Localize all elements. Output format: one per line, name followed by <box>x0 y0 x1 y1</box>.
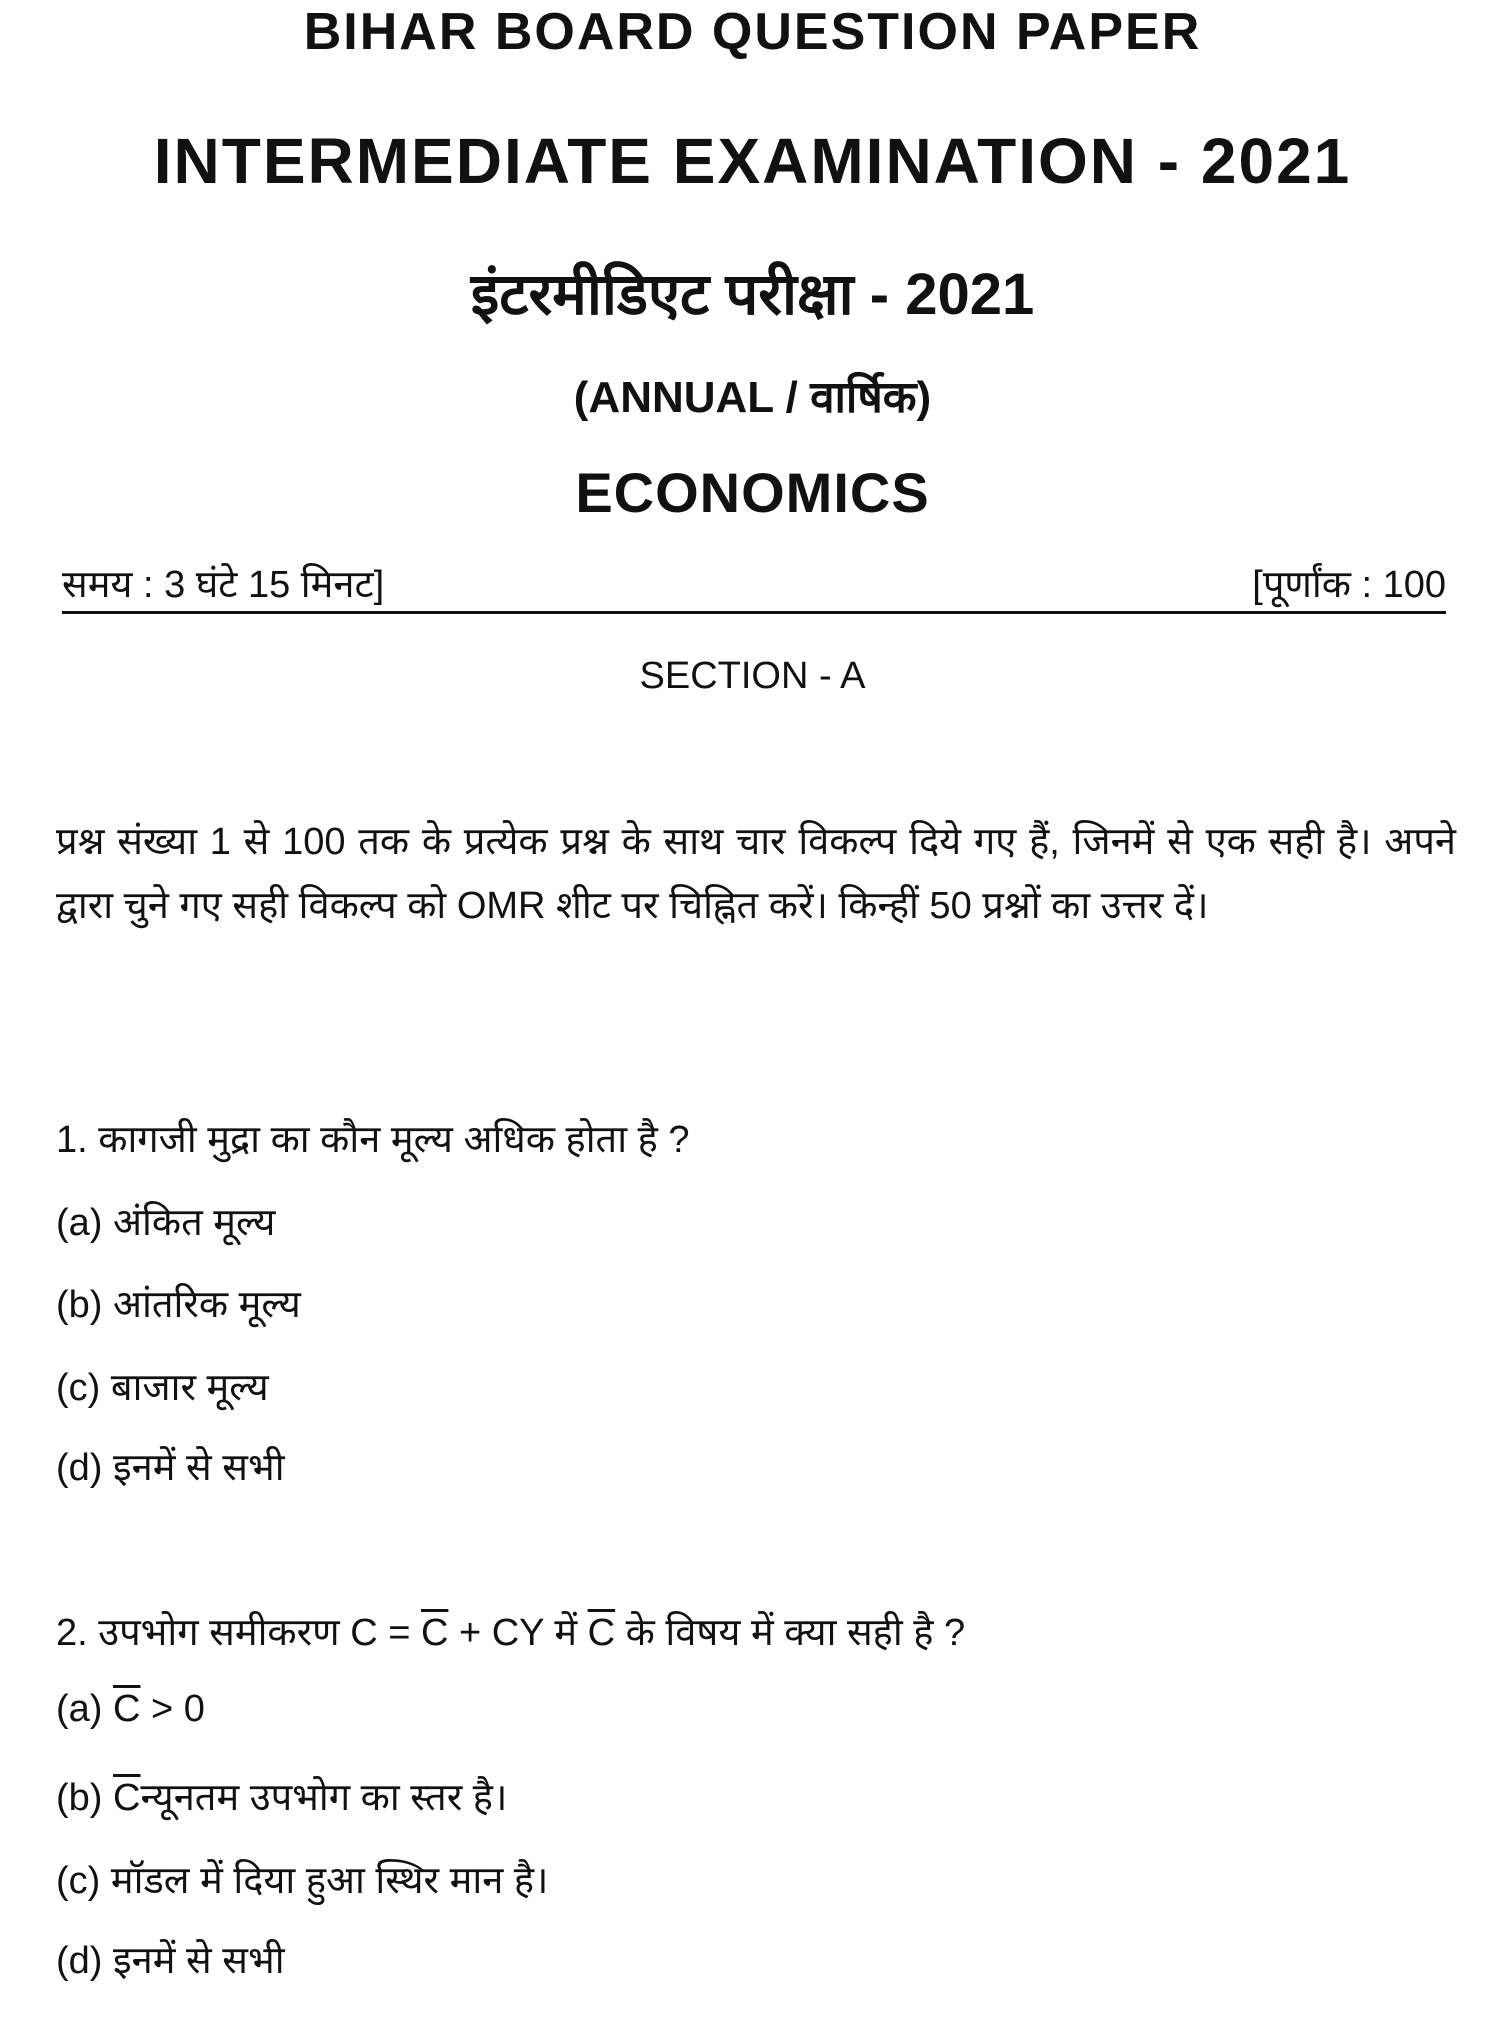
time-allowed: समय : 3 घंटे 15 मिनट] <box>62 564 385 606</box>
question-text-before: उपभोग समीकरण C = <box>98 1612 421 1654</box>
exam-title-english: INTERMEDIATE EXAMINATION - 2021 <box>153 125 1352 197</box>
option-text: न्यूनतम उपभोग का स्तर है। <box>140 1777 508 1819</box>
c-bar-symbol: $\overline{C}$ <box>113 1688 141 1730</box>
question-1-option-c <box>56 1360 269 1412</box>
option-text: इनमें से सभी <box>113 1447 285 1489</box>
question-2-option-d <box>56 1933 285 1985</box>
option-text: > 0 <box>140 1688 205 1730</box>
instructions: प्रश्न संख्या 1 से 100 तक के प्रत्येक प्रश्न के साथ चार विकल्प दिये गए हैं, जिनमें से एक सही है। अपने द्वारा चुने गए सही विकल्प को OMR शीट पर चिह्नित करें। किन्हीं 50 प्रश्नों का उत्तर दें। <box>56 821 1456 927</box>
c-bar-symbol: $\overline{C}$ <box>420 1612 449 1654</box>
option-text: इनमें से सभी <box>113 1940 285 1982</box>
question-1 <box>56 1112 689 1164</box>
question-number: 2. <box>56 1612 88 1654</box>
question-text: कागजी मुद्रा का कौन मूल्य अधिक होता है ? <box>98 1119 690 1161</box>
question-text-middle: + CY में <box>448 1612 588 1654</box>
question-2 <box>56 1605 965 1657</box>
question-number: 1. <box>56 1119 88 1161</box>
c-bar-symbol: $\overline{C}$ <box>113 1777 141 1819</box>
option-label: (c) <box>56 1367 101 1409</box>
option-label: (a) <box>56 1688 103 1730</box>
question-1-option-d <box>56 1440 285 1492</box>
c-bar-symbol: $\overline{C}$ <box>587 1612 616 1654</box>
exam-title-hindi: इंटरमीडिएट परीक्षा - 2021 <box>470 262 1035 327</box>
section-title: SECTION - A <box>639 655 866 697</box>
option-label: (a) <box>56 1202 103 1244</box>
question-2-option-b <box>56 1770 507 1822</box>
subject-title: ECONOMICS <box>575 461 930 524</box>
question-1-option-b <box>56 1277 301 1329</box>
full-marks: [पूर्णांक : 100 <box>1252 564 1446 606</box>
question-1-option-a <box>56 1195 275 1247</box>
option-text: आंतरिक मूल्य <box>113 1284 301 1326</box>
option-text: मॉडल में दिया हुआ स्थिर मान है। <box>110 1860 549 1902</box>
question-text-after: के विषय में क्या सही है ? <box>615 1612 966 1654</box>
option-label: (c) <box>56 1860 101 1902</box>
exam-type: (ANNUAL / वार्षिक) <box>573 373 932 422</box>
question-2-option-a <box>56 1688 205 1731</box>
board-title: BIHAR BOARD QUESTION PAPER <box>303 3 1202 61</box>
option-label: (d) <box>56 1447 103 1489</box>
exam-meta-row <box>62 565 1446 614</box>
option-label: (b) <box>56 1777 103 1819</box>
option-label: (b) <box>56 1284 103 1326</box>
question-2-option-c <box>56 1853 548 1905</box>
option-label: (d) <box>56 1940 103 1982</box>
option-text: अंकित मूल्य <box>113 1202 276 1244</box>
option-text: बाजार मूल्य <box>110 1367 269 1409</box>
